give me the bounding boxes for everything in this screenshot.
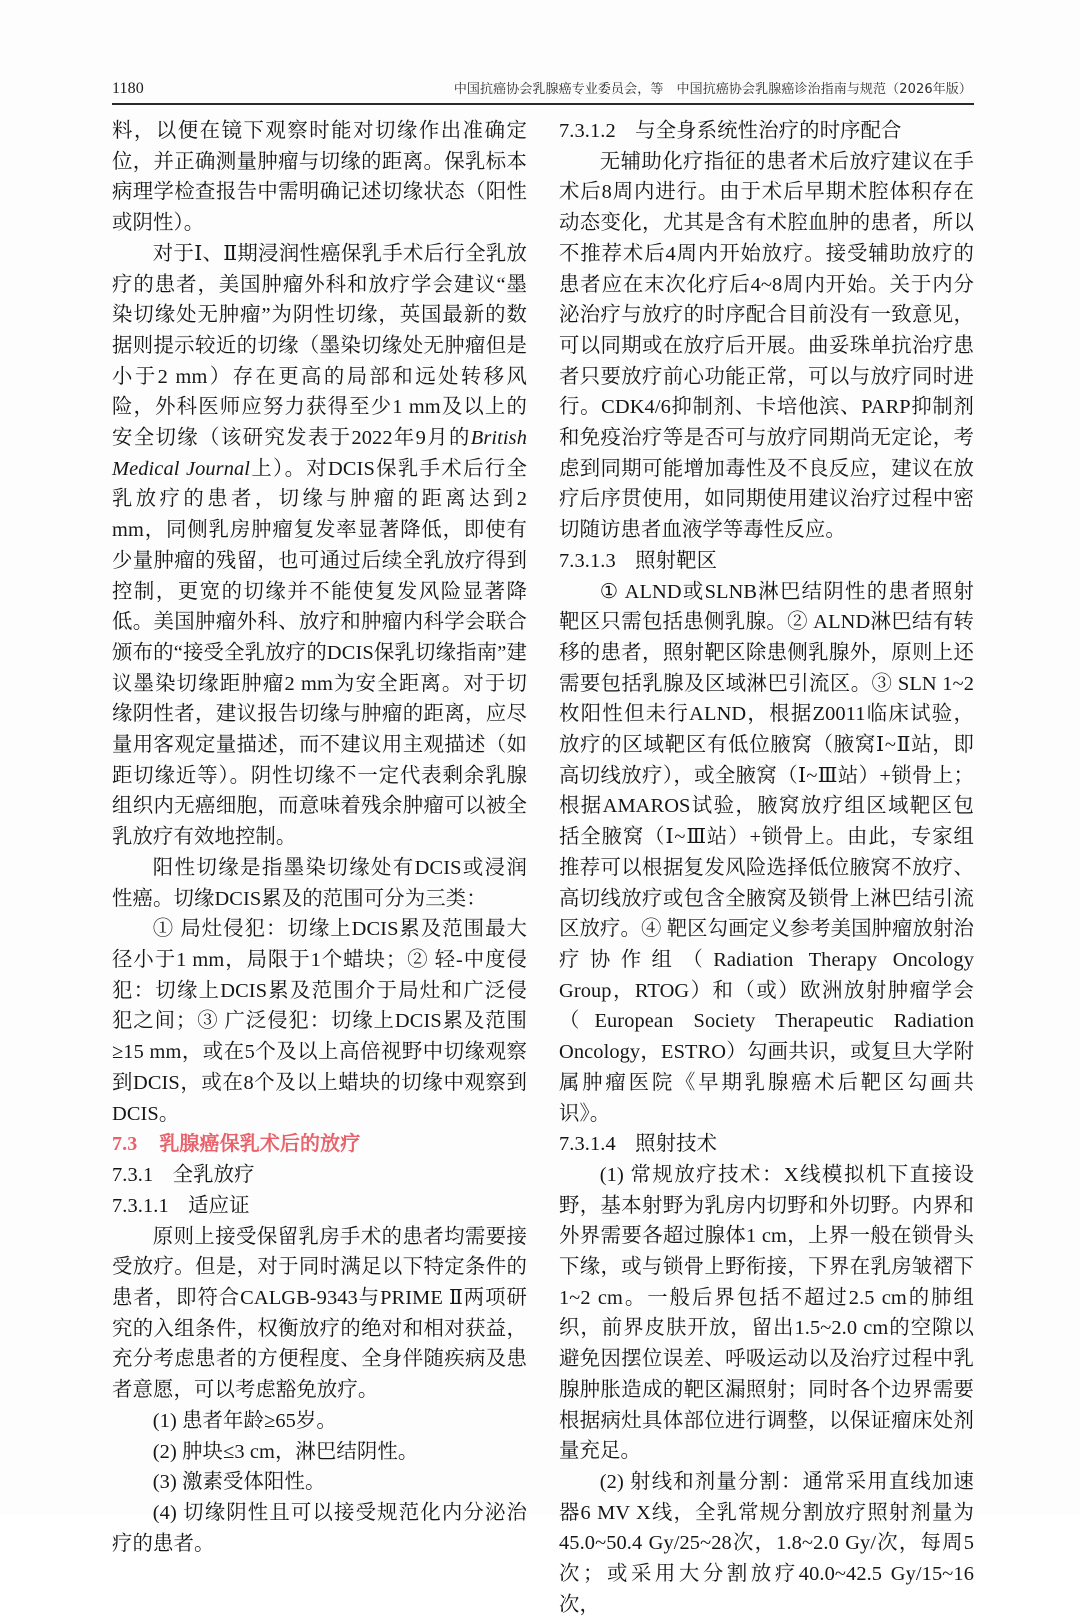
section-title-7-3-1-2: 与全身系统性治疗的时序配合: [635, 120, 902, 142]
section-heading-7-3-1: [112, 1160, 527, 1191]
running-head: [112, 78, 974, 98]
list-item-4: (4) 切缘阴性且可以接受规范化内分泌治疗的患者。: [112, 1501, 527, 1555]
paragraph-dcis-categories: ① 局灶侵犯：切缘上DCIS累及范围最大径小于1 mm，局限于1个蜡块；② 轻-中度侵犯：切缘上DCIS累及范围介于局灶和广泛侵犯之间；③ 广泛侵犯：切缘上DCIS累及范围≥15 mm，或在5个及以上高倍视野中切缘观察到DCIS，或在8个及以上蜡块的切缘中观察到DCIS。: [112, 918, 527, 1125]
section-heading-7-3-1-4: [559, 1129, 974, 1160]
right-column: [559, 116, 975, 1616]
page-number: 1180: [112, 80, 144, 97]
paragraph-positive-margin: 阳性切缘是指墨染切缘处有DCIS或浸润性癌。切缘DCIS累及的范围可分为三类：: [112, 856, 527, 910]
paragraph-margin-status: [112, 239, 527, 853]
header-rule: [112, 103, 974, 105]
para2-part-a: 对于Ⅰ、Ⅱ期浸润性癌保乳手术后行全乳放疗的患者，美国肿瘤外科和放疗学会建议“墨染切缘处无肿瘤”为阴性切缘，英国最新的数据则提示较近的切缘（墨染切缘处无肿瘤但是小于2 mm）存在更高的局部和远处转移风险，外科医师应努力获得至少1 mm及以上的安全切缘（该研究发表于2022年9月的: [112, 242, 527, 450]
section-title-7-3-1-1: 适应证: [188, 1194, 250, 1217]
paragraph-timing-systemic-therapy: 无辅助化疗指征的患者术后放疗建议在手术后8周内进行。由于术后早期术腔体积存在动态变化，尤其是含有术腔血肿的患者，所以不推荐术后4周内开始放疗。接受辅助放疗的患者应在末次化疗后4~8周内开始。关于内分泌治疗与放疗的时序配合目前没有一致意见，可以同期或在放疗后开展。曲妥珠单抗治疗患者只要放疗前心功能正常，可以与放疗同时进行。CDK4/6抑制剂、卡培他滨、PARP抑制剂和免疫治疗等是否可与放疗同期尚无定论，考虑到同期可能增加毒性及不良反应，建议在放疗后序贯使用，如同期使用建议治疗过程中密切随访患者血液学等毒性反应。: [559, 150, 974, 542]
list-item-2: (2) 肿块≤3 cm，淋巴结阴性。: [152, 1440, 419, 1463]
section-title-7-3: 乳腺癌保乳术后的放疗: [159, 1133, 361, 1156]
section-heading-7-3-1-3: [559, 546, 974, 577]
list-item-3: (3) 激素受体阳性。: [152, 1471, 326, 1494]
section-title-7-3-1-4: 照射技术: [635, 1133, 718, 1156]
section-number-7-3-1-3: 7.3.1.3: [559, 549, 616, 572]
paragraph-target-volume: ① ALND或SLNB淋巴结阴性的患者照射靶区只需包括患侧乳腺。② ALND淋巴结有转移的患者，照射靶区除患侧乳腺外，原则上还需要包括乳腺及区域淋巴引流区。③ SLN 1~2枚阳性但未行ALND，根据Z0011临床试验，放疗的区域靶区有低位腋窝（腋窝Ⅰ~Ⅱ站，即高切线放疗），或全腋窝（Ⅰ~Ⅲ站）+锁骨上；根据AMAROS试验，腋窝放疗组区域靶区包括全腋窝（Ⅰ~Ⅲ站）+锁骨上。由此，专家组推荐可以根据复发风险选择低位腋窝不放疗、高切线放疗或包含全腋窝及锁骨上淋巴结引流区放疗。④ 靶区勾画定义参考美国肿瘤放射治疗协作组（Radiation Therapy Oncology Group，RTOG）和（或）欧洲放射肿瘤学会（European Society Therapeutic Radiation Oncology，ESTRO）勾画共识，或复旦大学附属肿瘤医院《早期乳腺癌术后靶区勾画共识》。: [559, 580, 975, 1125]
journal-name-italic: British Medical Journal: [112, 427, 527, 480]
section-title-7-3-1: 全乳放疗: [172, 1164, 255, 1187]
paragraph-dose-fractionation: (2) 射线和剂量分割：通常采用直线加速器6 MV X线，全乳常规分割放疗照射剂量为45.0~50.4 Gy/25~28次，1.8~2.0 Gy/次，每周5次；或采用大分割放疗40.0~42.5 Gy/15~16次，: [559, 1470, 974, 1616]
section-number-7-3-1: 7.3.1: [112, 1164, 154, 1187]
para2-part-b: 上）。对DCIS保乳手术后行全乳放疗的患者，切缘与肿瘤的距离达到2 mm，同侧乳房肿瘤复发率显著降低，即使有少量肿瘤的残留，也可通过后续全乳放疗得到控制，更宽的切缘并不能使复发风险显著降低。美国肿瘤外科、放疗和肿瘤内科学会联合颁布的“接受全乳放疗的DCIS保乳切缘指南”建议墨染切缘距肿瘤2 mm为安全距离。对于切缘阴性者，建议报告切缘与肿瘤的距离，应尽量用客观定量描述，而不建议用主观描述（如距切缘近等）。阴性切缘不一定代表剩余乳腺组织内无癌细胞，而意味着残余肿瘤可以被全乳放疗有效地控制。: [112, 457, 527, 849]
section-heading-7-3-1-1: [112, 1191, 527, 1222]
section-number-7-3-1-4: 7.3.1.4: [559, 1133, 616, 1156]
section-heading-7-3-1-2: [559, 116, 974, 147]
left-column: [112, 116, 527, 1555]
paragraph-indications: 原则上接受保留乳房手术的患者均需要接受放疗。但是，对于同时满足以下特定条件的患者，即符合CALGB-9343与PRIME Ⅱ两项研究的入组条件，权衡放疗的绝对和相对获益，充分考虑患者的方便程度、全身伴随疾病及患者意愿，可以考虑豁免放疗。: [112, 1225, 527, 1402]
paragraph-conventional-technique: (1) 常规放疗技术：X线模拟机下直接设野，基本射野为乳房内切野和外切野。内界和外界需要各超过腺体1 cm，上界一般在锁骨头下缘，或与锁骨上野衔接，下界在乳房皱褶下1~2 cm。一般后界包括不超过2.5 cm的肺组织，前界皮肤开放，留出1.5~2.0 cm的空隙以避免因摆位误差、呼吸运动以及治疗过程中乳腺肿胀造成的靶区漏照射；同时各个边界需要根据病灶具体部位进行调整，以保证瘤床处剂量充足。: [559, 1163, 974, 1463]
running-title: 中国抗癌协会乳腺癌专业委员会，等 中国抗癌协会乳腺癌诊治指南与规范（2026年版）: [453, 82, 972, 97]
section-number-7-3: 7.3: [112, 1133, 138, 1156]
section-number-7-3-1-1: 7.3.1.1: [112, 1194, 169, 1217]
section-number-7-3-1-2: 7.3.1.2: [559, 120, 616, 142]
list-item-1: (1) 患者年龄≥65岁。: [152, 1409, 337, 1432]
two-column-body: [112, 116, 975, 1616]
section-title-7-3-1-3: 照射靶区: [635, 549, 718, 572]
section-heading-7-3: [112, 1129, 527, 1160]
paragraph-continued: 料，以便在镜下观察时能对切缘作出准确定位，并正确测量肿瘤与切缘的距离。保乳标本病理学检查报告中需明确记述切缘状态（阳性或阴性）。: [112, 120, 527, 235]
